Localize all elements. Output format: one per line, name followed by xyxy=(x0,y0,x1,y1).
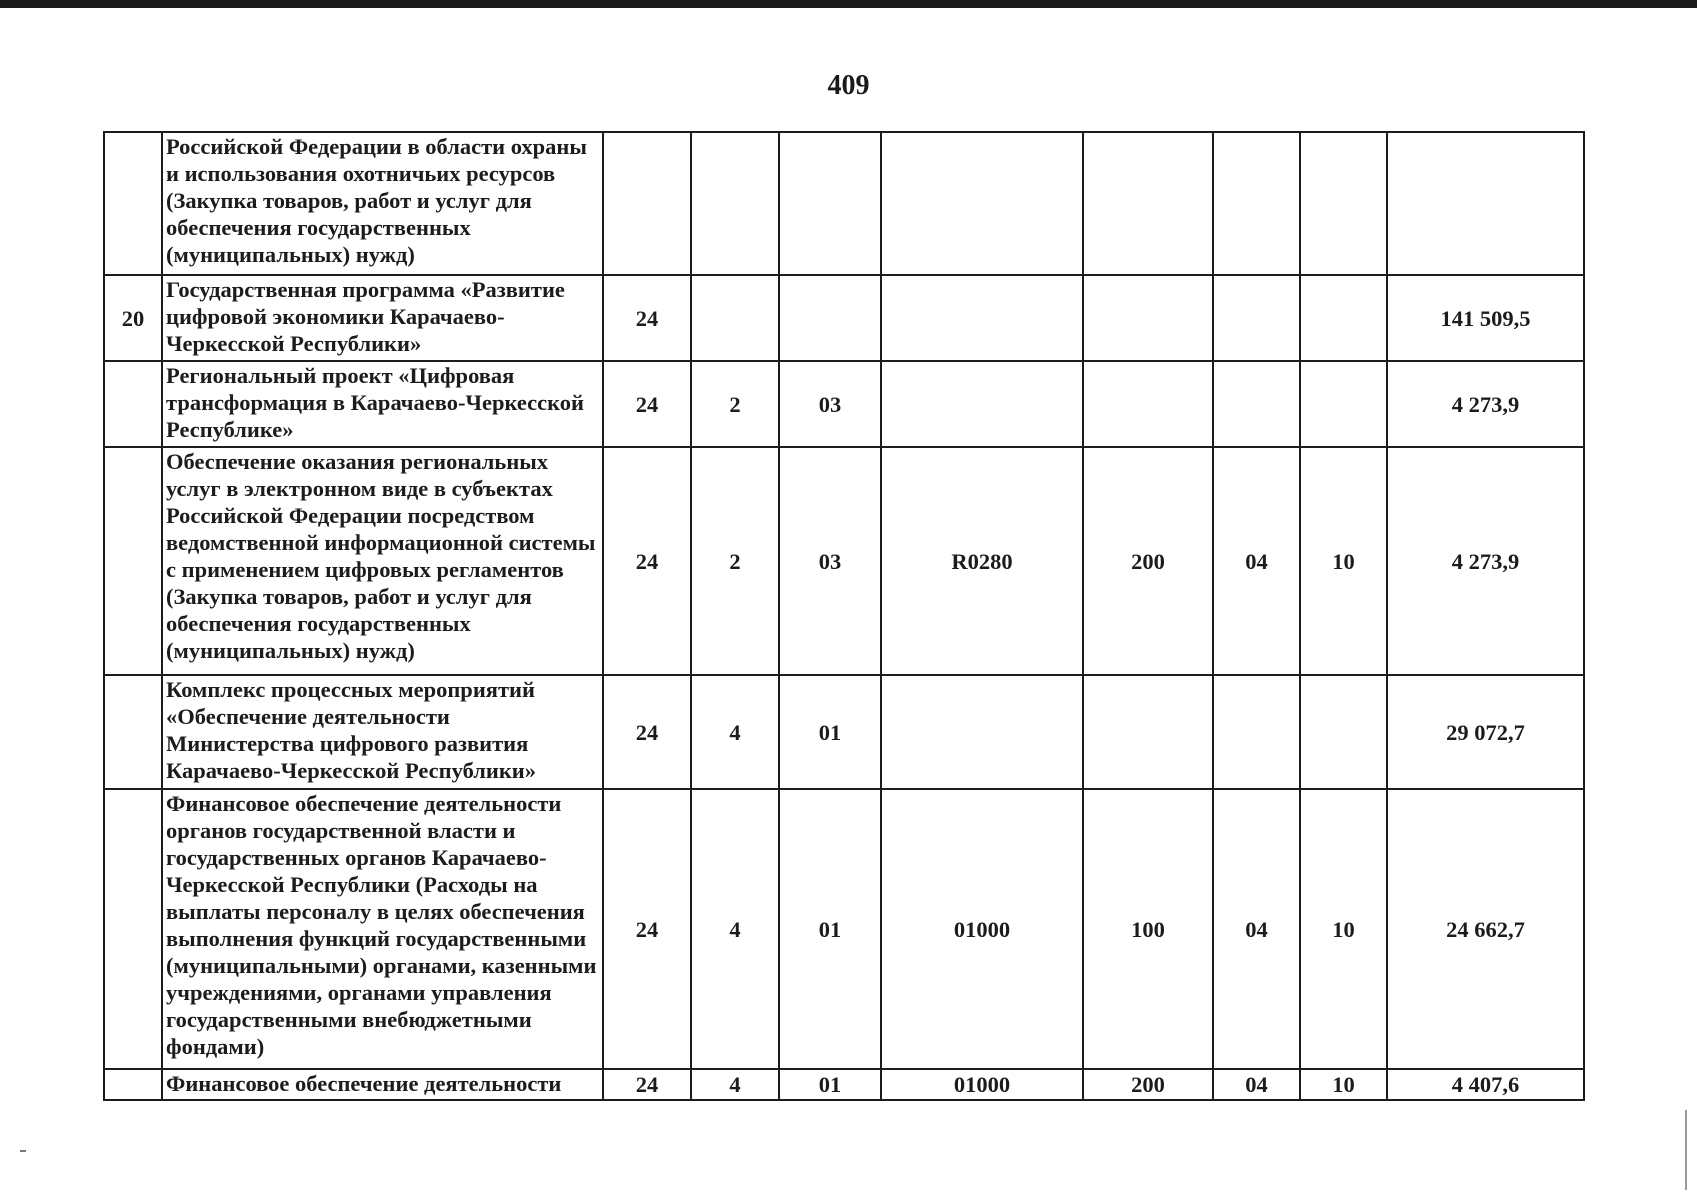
table-row xyxy=(104,1069,1584,1100)
section-code xyxy=(1213,132,1300,275)
expense-type-code: 100 xyxy=(1083,789,1213,1069)
expense-type-code xyxy=(1083,675,1213,789)
ministry-code: 24 xyxy=(603,275,691,361)
row-name: Обеспечение оказания региональных услуг в электронном виде в субъектах Российской Федерации посредством ведомственной информационной системы с применением цифровых регламентов (Закупка товаров, работ и услуг для обеспечения государственных (муниципальных) нужд) xyxy=(162,447,603,675)
table-row xyxy=(104,675,1584,789)
direction-code: R0280 xyxy=(881,447,1083,675)
ministry-code: 24 xyxy=(603,1069,691,1100)
row-number xyxy=(104,1069,162,1100)
program-code xyxy=(691,275,779,361)
section-code: 04 xyxy=(1213,789,1300,1069)
direction-code: 01000 xyxy=(881,1069,1083,1100)
section-code xyxy=(1213,275,1300,361)
table-row xyxy=(104,132,1584,275)
row-name: Региональный проект «Цифровая трансформация в Карачаево-Черкесской Республике» xyxy=(162,361,603,447)
row-name: Государственная программа «Развитие цифровой экономики Карачаево-Черкесской Республики» xyxy=(162,275,603,361)
row-name: Российской Федерации в области охраны и использования охотничьих ресурсов (Закупка товаров, работ и услуг для обеспечения государственных (муниципальных) нужд) xyxy=(162,132,603,275)
subsection-code xyxy=(1300,132,1387,275)
expense-type-code: 200 xyxy=(1083,447,1213,675)
expense-type-code: 200 xyxy=(1083,1069,1213,1100)
section-code: 04 xyxy=(1213,1069,1300,1100)
scan-top-edge xyxy=(0,0,1697,8)
ministry-code: 24 xyxy=(603,361,691,447)
subprogram-code xyxy=(779,275,881,361)
page-number: 409 xyxy=(827,70,870,101)
row-name: Финансовое обеспечение деятельности органов государственной власти и государственных органов Карачаево-Черкесской Республики (Расходы на выплаты персоналу в целях обеспечения выполнения функций государственными (муниципальными) органами, казенными учреждениями, органами управления государственными внебюджетными фондами) xyxy=(162,789,603,1069)
program-code xyxy=(691,132,779,275)
amount xyxy=(1387,132,1584,275)
subprogram-code: 03 xyxy=(779,447,881,675)
ministry-code xyxy=(603,132,691,275)
amount: 4 407,6 xyxy=(1387,1069,1584,1100)
amount: 24 662,7 xyxy=(1387,789,1584,1069)
amount: 29 072,7 xyxy=(1387,675,1584,789)
program-code: 4 xyxy=(691,789,779,1069)
row-number xyxy=(104,675,162,789)
subprogram-code: 01 xyxy=(779,789,881,1069)
expense-type-code xyxy=(1083,275,1213,361)
table-row xyxy=(104,361,1584,447)
subsection-code xyxy=(1300,675,1387,789)
section-code xyxy=(1213,675,1300,789)
amount: 4 273,9 xyxy=(1387,361,1584,447)
direction-code xyxy=(881,361,1083,447)
section-code xyxy=(1213,361,1300,447)
row-name: Финансовое обеспечение деятельности xyxy=(162,1069,603,1100)
program-code: 4 xyxy=(691,675,779,789)
amount: 4 273,9 xyxy=(1387,447,1584,675)
row-number xyxy=(104,447,162,675)
scan-artifact xyxy=(20,1150,26,1152)
section-code: 04 xyxy=(1213,447,1300,675)
direction-code: 01000 xyxy=(881,789,1083,1069)
subsection-code xyxy=(1300,275,1387,361)
table-row xyxy=(104,447,1584,675)
row-number xyxy=(104,789,162,1069)
subsection-code xyxy=(1300,361,1387,447)
row-number: 20 xyxy=(104,275,162,361)
ministry-code: 24 xyxy=(603,789,691,1069)
program-code: 2 xyxy=(691,447,779,675)
table-row xyxy=(104,275,1584,361)
program-code: 4 xyxy=(691,1069,779,1100)
table-row xyxy=(104,789,1584,1069)
direction-code xyxy=(881,675,1083,789)
direction-code xyxy=(881,275,1083,361)
subsection-code: 10 xyxy=(1300,1069,1387,1100)
ministry-code: 24 xyxy=(603,675,691,789)
ministry-code: 24 xyxy=(603,447,691,675)
direction-code xyxy=(881,132,1083,275)
scan-artifact xyxy=(1685,1110,1687,1190)
row-number xyxy=(104,132,162,275)
expense-type-code xyxy=(1083,132,1213,275)
subprogram-code: 01 xyxy=(779,1069,881,1100)
budget-table xyxy=(103,131,1585,1101)
subsection-code: 10 xyxy=(1300,447,1387,675)
subsection-code: 10 xyxy=(1300,789,1387,1069)
row-number xyxy=(104,361,162,447)
subprogram-code: 03 xyxy=(779,361,881,447)
subprogram-code: 01 xyxy=(779,675,881,789)
expense-type-code xyxy=(1083,361,1213,447)
subprogram-code xyxy=(779,132,881,275)
program-code: 2 xyxy=(691,361,779,447)
amount: 141 509,5 xyxy=(1387,275,1584,361)
row-name: Комплекс процессных мероприятий «Обеспечение деятельности Министерства цифрового развития Карачаево-Черкесской Республики» xyxy=(162,675,603,789)
